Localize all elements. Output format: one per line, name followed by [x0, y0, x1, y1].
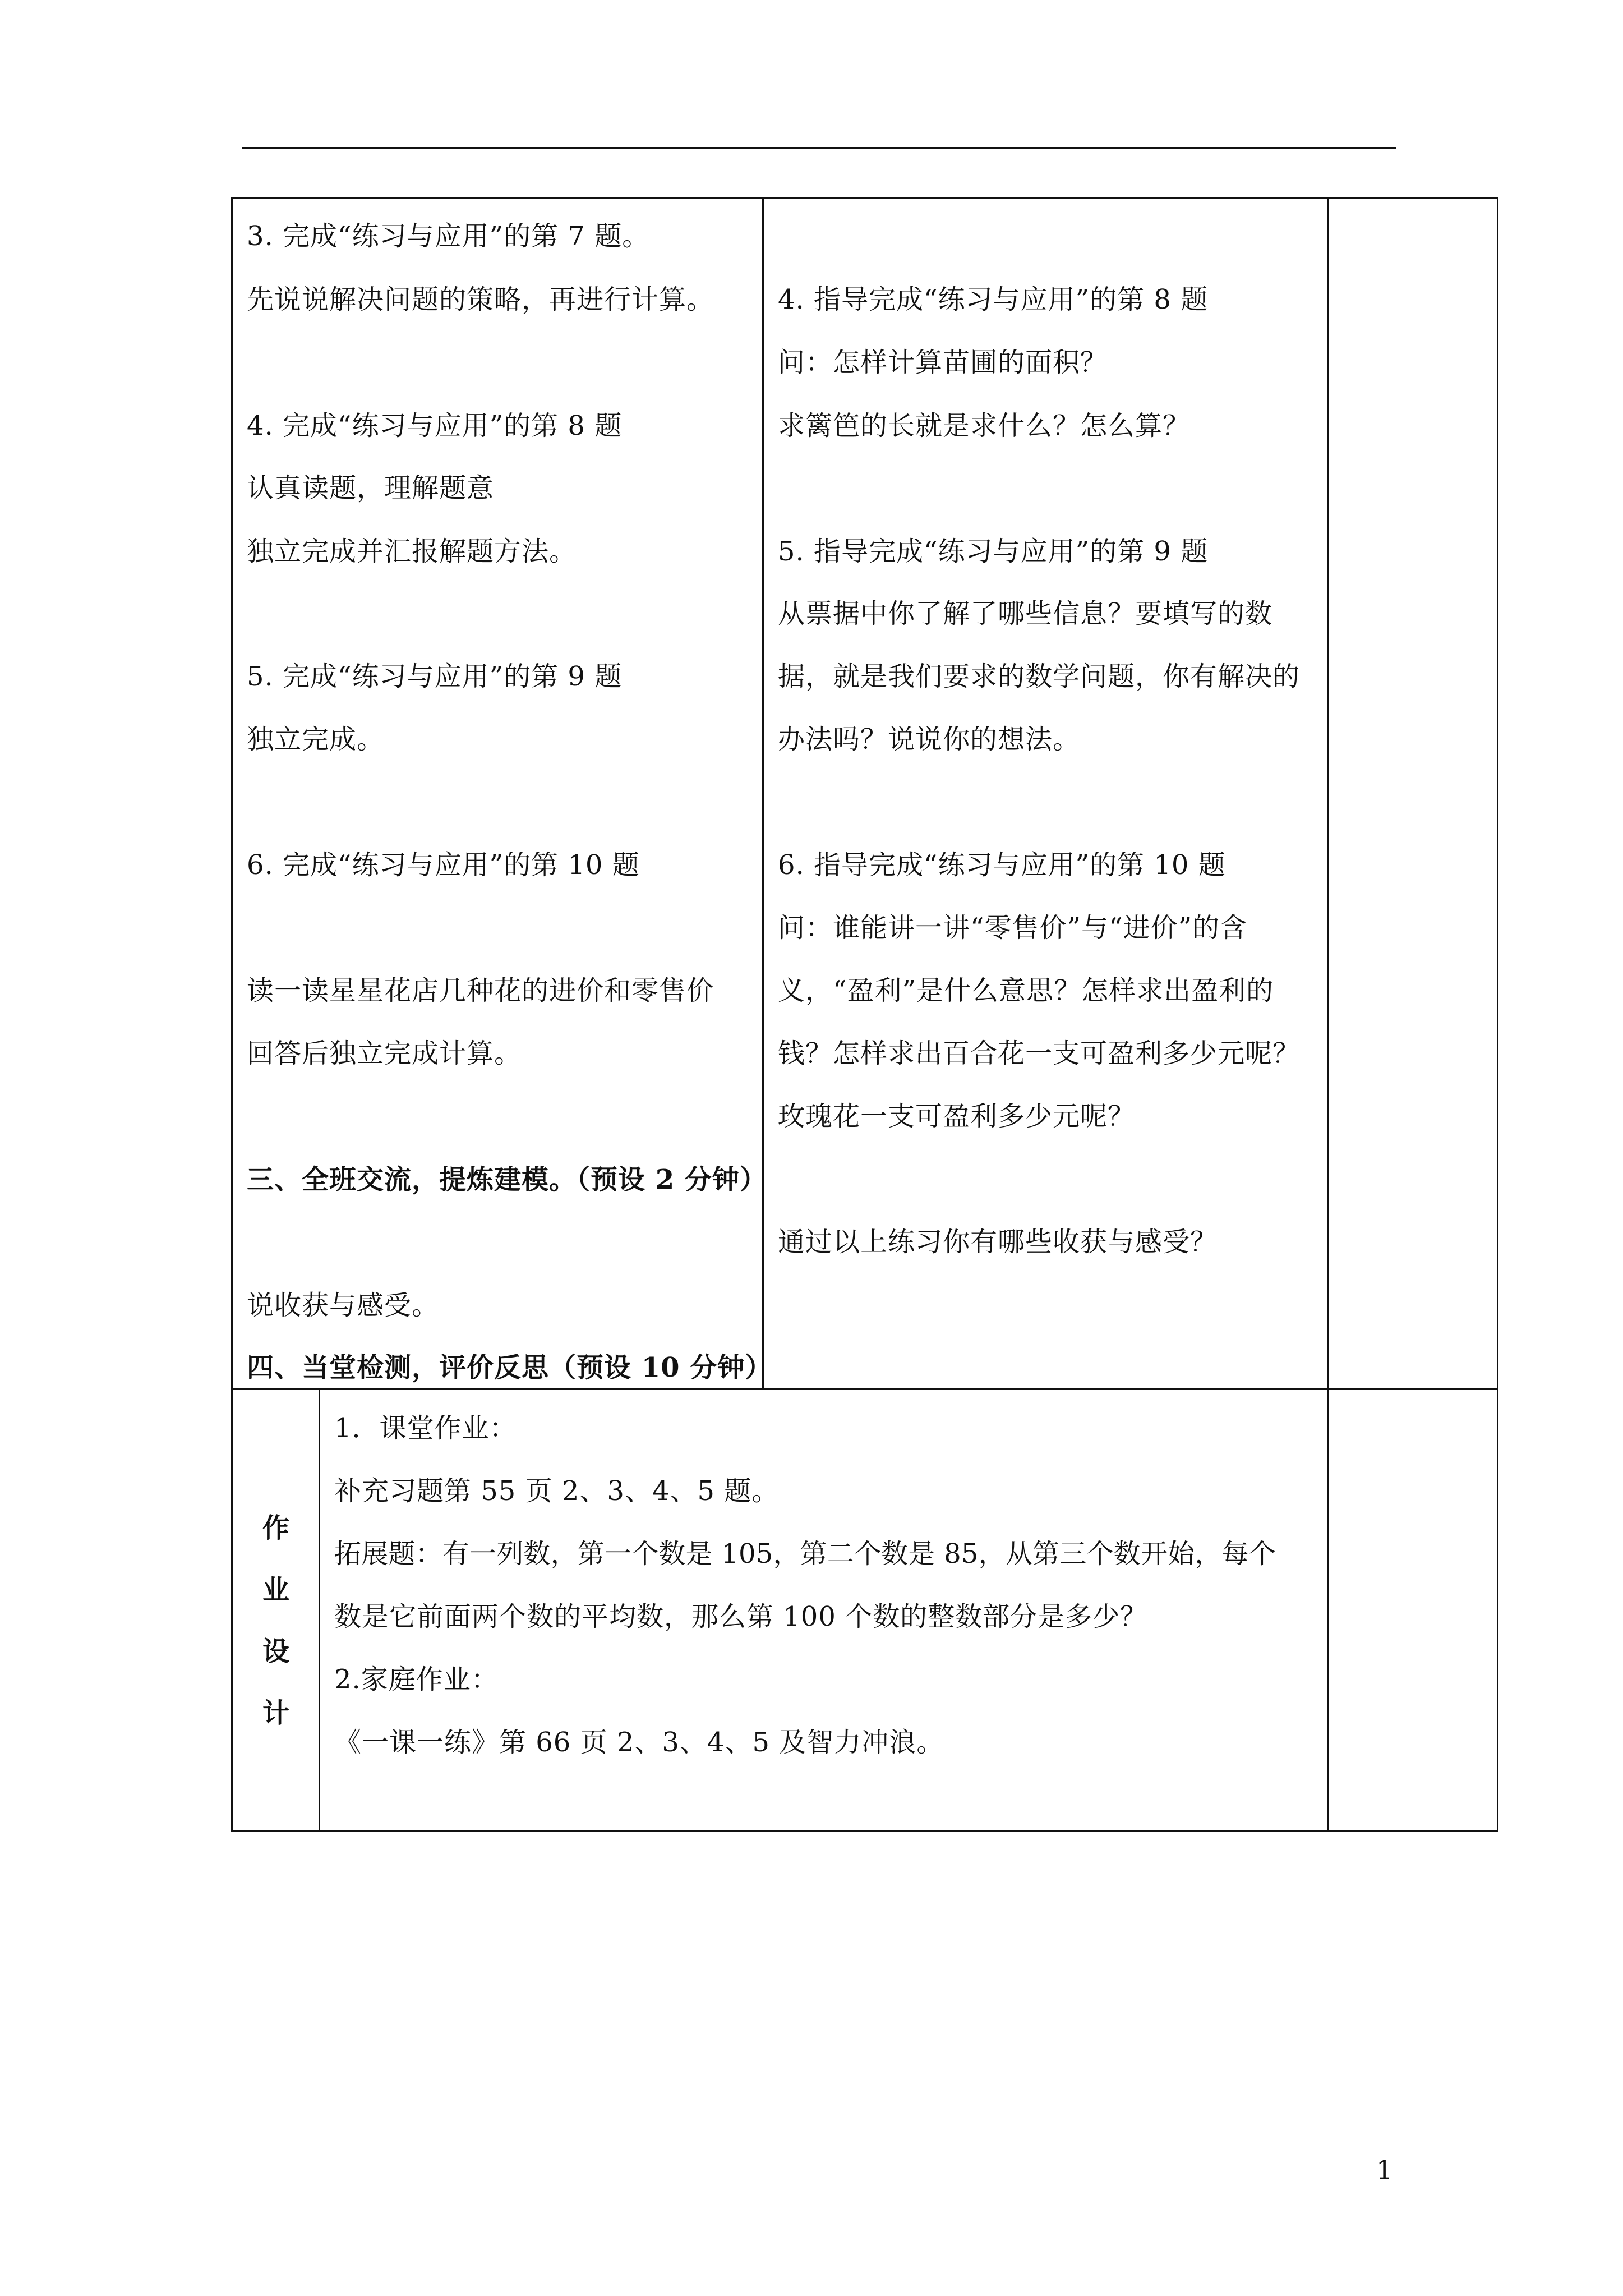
homework-label-char: 设 [262, 1636, 290, 1667]
text-line: 从票据中你了解了哪些信息？要填写的数 [778, 598, 1273, 629]
table-top-border [231, 197, 1498, 199]
text-line: 问：怎样计算苗圃的面积？ [778, 347, 1108, 378]
table-left-border [231, 197, 233, 1832]
text-line: 问：谁能讲一讲“零售价”与“进价”的含 [778, 912, 1248, 944]
text-line: 求篱笆的长就是求什么？怎么算？ [778, 410, 1191, 441]
table-column-divider-middle [762, 197, 764, 1388]
text-line: 5. 完成“练习与应用”的第 9 题 [247, 661, 623, 692]
text-line: 玫瑰花一支可盈利多少元呢？ [778, 1101, 1136, 1132]
homework-line: 2.家庭作业： [334, 1664, 499, 1695]
text-line: 5. 指导完成“练习与应用”的第 9 题 [778, 536, 1209, 567]
homework-line: 1．课堂作业： [334, 1412, 517, 1444]
text-line: 4. 指导完成“练习与应用”的第 8 题 [778, 284, 1209, 315]
text-line: 先说说解决问题的策略，再进行计算。 [247, 284, 714, 315]
table-bottom-border [231, 1830, 1498, 1832]
homework-label-char: 作 [262, 1512, 290, 1544]
homework-line: 拓展题：有一列数，第一个数是 105，第二个数是 85，从第三个数开始，每个 [334, 1538, 1276, 1570]
text-line: 独立完成。 [247, 724, 385, 755]
section-heading: 三、全班交流，提炼建模。（预设 2 分钟） [247, 1164, 767, 1195]
table-column-divider-right [1327, 197, 1329, 1832]
text-line: 读一读星星花店几种花的进价和零售价 [247, 975, 714, 1006]
text-line: 通过以上练习你有哪些收获与感受？ [778, 1226, 1218, 1258]
text-line: 4. 完成“练习与应用”的第 8 题 [247, 410, 623, 441]
text-line: 钱？怎样求出百合花一支可盈利多少元呢？ [778, 1038, 1301, 1069]
table-row-divider [231, 1388, 1498, 1390]
homework-line: 《一课一练》第 66 页 2、3、4、5 及智力冲浪。 [334, 1727, 944, 1758]
text-line: 回答后独立完成计算。 [247, 1038, 522, 1069]
homework-label-divider [319, 1388, 320, 1832]
text-line: 3. 完成“练习与应用”的第 7 题。 [247, 220, 650, 252]
text-line: 6. 指导完成“练习与应用”的第 10 题 [778, 849, 1226, 881]
text-line: 6. 完成“练习与应用”的第 10 题 [247, 849, 640, 881]
section-heading: 四、当堂检测，评价反思（预设 10 分钟） [247, 1352, 773, 1383]
homework-label-char: 计 [262, 1697, 290, 1729]
homework-line: 数是它前面两个数的平均数，那么第 100 个数的整数部分是多少？ [334, 1601, 1148, 1632]
text-line: 据，就是我们要求的数学问题，你有解决的 [778, 661, 1301, 692]
text-line: 认真读题，理解题意 [247, 472, 495, 504]
text-line: 办法吗？说说你的想法。 [778, 724, 1081, 755]
homework-label-char: 业 [262, 1574, 290, 1605]
page-number: 1 [1376, 2155, 1393, 2185]
table-right-border [1497, 197, 1498, 1832]
text-line: 义，“盈利”是什么意思？怎样求出盈利的 [778, 975, 1274, 1006]
text-line: 独立完成并汇报解题方法。 [247, 536, 577, 567]
homework-line: 补充习题第 55 页 2、3、4、5 题。 [334, 1475, 780, 1507]
header-rule [242, 147, 1396, 149]
text-line: 说收获与感受。 [247, 1290, 440, 1321]
